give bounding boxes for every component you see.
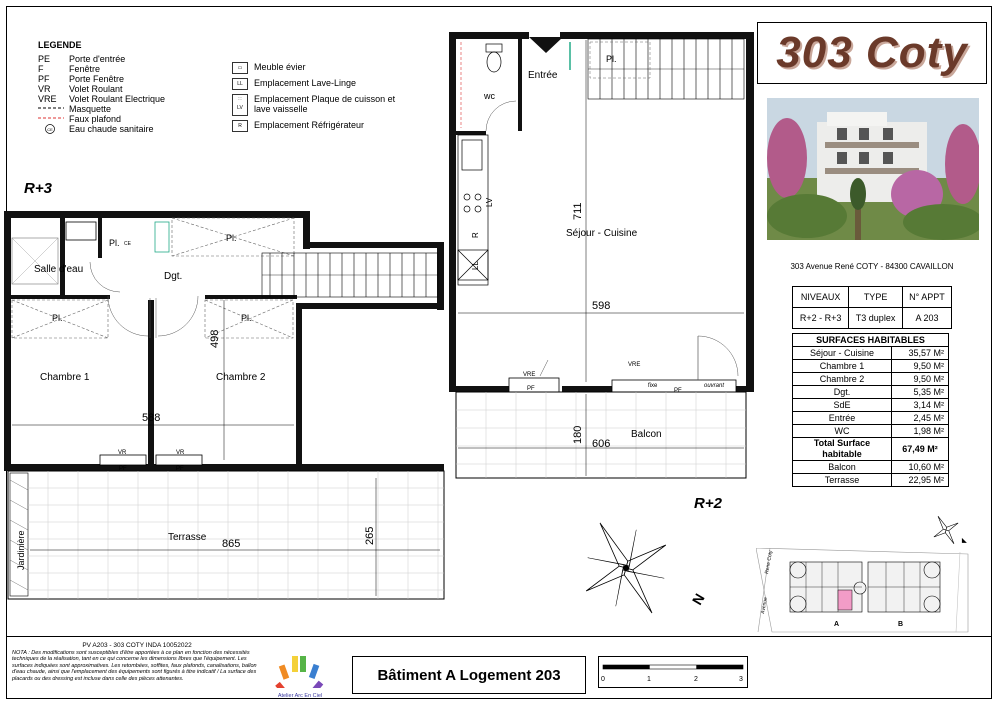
svg-text:Avenue: Avenue	[760, 596, 769, 615]
compass-rose-icon	[560, 500, 692, 636]
room-label-sejour: Séjour - Cuisine	[566, 228, 638, 239]
scale-tick: 1	[647, 676, 651, 683]
window-label-vr: VR	[118, 450, 127, 456]
building-title: Bâtiment A Logement 203	[352, 656, 586, 694]
north-label: N	[688, 590, 708, 608]
closet-label: Pl.	[226, 233, 237, 243]
window-label-fixe: fixe	[648, 383, 658, 389]
legend-title: LEGENDE	[38, 40, 82, 50]
closet-label: Pl.	[241, 313, 252, 323]
upper-windows	[66, 222, 202, 465]
legend-icon-item: R Emplacement Réfrigérateur	[232, 120, 404, 132]
window-label-vre: VRE	[628, 362, 641, 368]
total-row: Total Surface habitable 67,49 M²	[793, 438, 949, 461]
room-label-salle-eau: Salle d'eau	[34, 264, 84, 275]
keyplan-label-a: A	[834, 621, 840, 628]
building-rendering	[767, 98, 979, 240]
appliance-label-lv: LV	[485, 197, 494, 207]
scale-bar	[598, 656, 748, 688]
info-value: R+2 - R+3	[793, 308, 849, 329]
keyplan-label-b: B	[898, 621, 904, 628]
wc-door	[486, 101, 516, 131]
dim-606: 606	[592, 438, 611, 450]
dim-180: 180	[572, 425, 584, 444]
legend-icon-item: ∷ LV Emplacement Plaque de cuisson et lave vaisselle	[232, 94, 404, 116]
room-label-wc: wc	[484, 91, 495, 101]
water-heater-label: CE	[124, 241, 131, 247]
dim-265: 265	[364, 526, 376, 545]
table-row: Séjour - Cuisine 35,57 M²	[793, 347, 949, 360]
window-label-vre: VRE	[523, 372, 536, 378]
table-row: Entrée 2,45 M²	[793, 412, 949, 425]
surfaces-title: SURFACES HABITABLES	[793, 334, 949, 347]
room-label-jardiniere: Jardinière	[16, 530, 26, 570]
info-header: N° APPT	[902, 287, 951, 308]
room-label-chambre1: Chambre 1	[40, 372, 90, 383]
small-compass-icon	[928, 512, 968, 548]
table-row: WC 1,98 M²	[793, 425, 949, 438]
legend-item: Faux plafond	[38, 114, 165, 124]
svg-text:Rene Coty: Rene Coty	[764, 550, 775, 575]
window-label-pf: PF	[176, 466, 184, 472]
address: 303 Avenue René COTY - 84300 CAVAILLON	[790, 262, 954, 271]
unit-highlight	[838, 590, 852, 610]
info-header: NIVEAUX	[793, 287, 849, 308]
window-label-pf: PF	[527, 386, 535, 392]
dim-711: 711	[572, 202, 584, 220]
dim-598: 598	[592, 300, 611, 312]
toilet-icon	[487, 52, 501, 72]
table-row: Dgt. 5,35 M²	[793, 386, 949, 399]
appliance-label-ll: LL	[471, 261, 480, 270]
info-value: T3 duplex	[849, 308, 903, 329]
closet-label: Pl.	[606, 54, 617, 64]
appliance-label-r: R	[471, 232, 480, 238]
room-label-balcon: Balcon	[631, 429, 662, 440]
legend-item: PF Porte Fenêtre	[38, 74, 125, 84]
fridge-icon: R	[232, 120, 248, 132]
room-label-entree: Entrée	[528, 70, 558, 81]
legend-item: CE Eau chaude sanitaire	[38, 124, 165, 136]
plan-reference: PV A203 - 303 COTY INDA 10052022	[82, 642, 192, 649]
legend-icon-item: ▭ Meuble évier	[232, 62, 404, 74]
window-label-pf: PF	[119, 466, 127, 472]
legend-item: Masquette	[38, 104, 165, 114]
closet-label: Pl.	[52, 313, 63, 323]
legend-item: VRE Volet Roulant Electrique	[38, 94, 166, 104]
lower-windows	[509, 378, 736, 392]
scale-tick: 2	[694, 676, 698, 683]
project-logo: 303 Coty	[757, 22, 987, 84]
rainbow-logo-icon	[268, 648, 332, 688]
legend-item: PE Porte d'entrée	[38, 54, 126, 64]
footer-divider	[6, 636, 992, 637]
window-label-vr: VR	[176, 450, 185, 456]
dim-588: 588	[142, 412, 161, 424]
legend-item: F Fenêtre	[38, 64, 101, 74]
scale-tick: 0	[601, 676, 605, 683]
legend-item: VR Volet Roulant	[38, 84, 123, 94]
info-header: TYPE	[849, 287, 903, 308]
washing-machine-icon: LL	[232, 78, 248, 90]
lower-stairs	[588, 39, 744, 99]
table-row: Terrasse 22,95 M²	[793, 474, 949, 487]
terrasse-area	[8, 471, 444, 599]
svg-text:◣: ◣	[962, 538, 967, 544]
table-row: Chambre 1 9,50 M²	[793, 360, 949, 373]
room-label-chambre2: Chambre 2	[216, 372, 266, 383]
window-label-ouvrant: ouvrant	[704, 383, 725, 389]
disclaimer-note: NOTA : Des modifications sont susceptibles d'être apportées à ce plan en fonction des nécessités techniques de la réalisation, tant en ce qui concerne les dimensions libres que l'équipement. Les surfaces indiquées sont approximatives. Les retombées, soffites, faux plafonds, canalisations, ballon d'eau chaude, ainsi que l'emplacement des équipements sont figurés à titre indicatif / La surface des placards ou des dressing est incluse dans celle des pièces attenantes.	[12, 649, 257, 682]
room-label-dgt: Dgt.	[164, 271, 183, 282]
legend-icon-item: LL Emplacement Lave-Linge	[232, 78, 404, 90]
info-value: A 203	[902, 308, 951, 329]
cooktop-icon: ∷ LV	[232, 94, 248, 116]
window-label-pf: PF	[674, 388, 682, 394]
key-plan	[756, 548, 976, 634]
svg-text:CE: CE	[47, 127, 53, 132]
closet-label: Pl.	[109, 238, 120, 248]
table-row: Balcon 10,60 M²	[793, 461, 949, 474]
table-row: SdE 3,14 M²	[793, 399, 949, 412]
balcony-area	[456, 392, 746, 478]
apartment-info-table	[792, 286, 952, 329]
level-label-lower: R+2	[694, 495, 722, 512]
scale-tick: 3	[739, 676, 743, 683]
room-label-terrasse: Terrasse	[168, 532, 207, 543]
dim-865: 865	[222, 538, 241, 550]
architect-logo: Atelier Arc En Ciel	[268, 648, 332, 698]
surfaces-table	[792, 333, 949, 487]
upper-stairs	[262, 253, 438, 297]
footer-notes	[12, 643, 262, 683]
sink-icon: ▭	[232, 62, 248, 74]
entrance-arrow-icon	[529, 37, 563, 53]
table-row: Chambre 2 9,50 M²	[793, 373, 949, 386]
level-label-upper: R+3	[24, 180, 52, 197]
dim-498: 498	[209, 329, 221, 348]
